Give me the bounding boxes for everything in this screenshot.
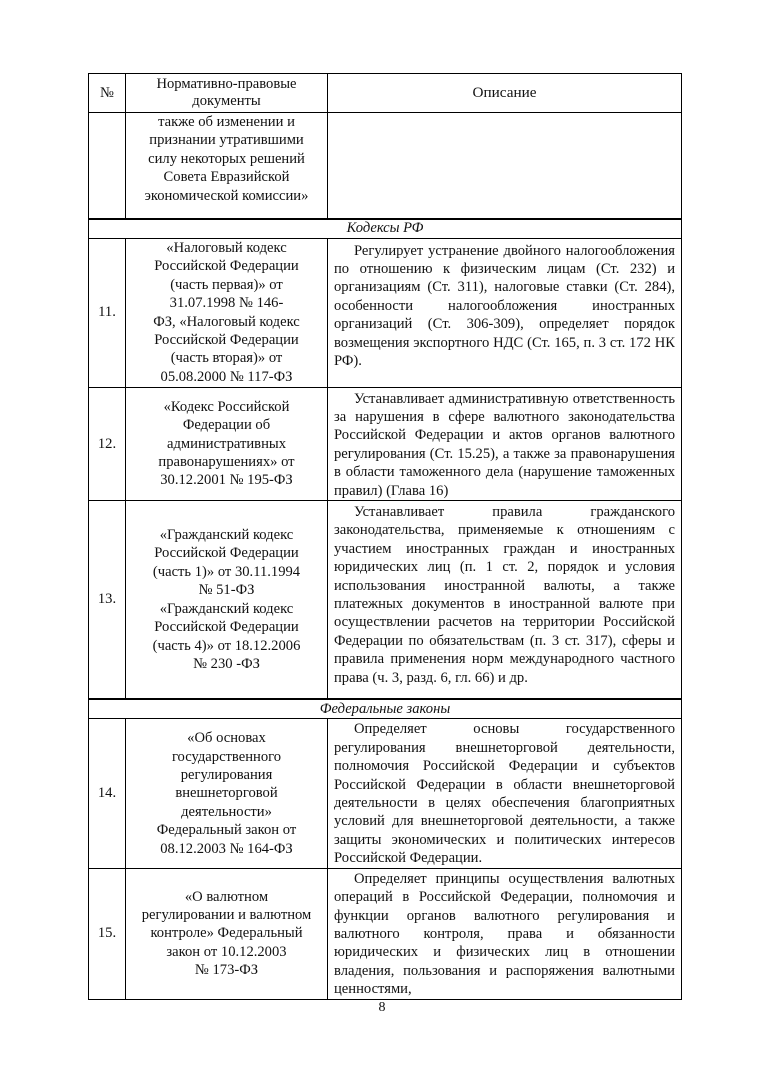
- doc-line: ФЗ, «Налоговый кодекс: [153, 313, 300, 330]
- doc-line: № 230 -ФЗ: [193, 655, 260, 672]
- doc-line: № 51-ФЗ: [198, 582, 255, 599]
- doc-line: 08.12.2003 № 164-ФЗ: [160, 840, 293, 857]
- description-text: Устанавливает правила гражданского законодательства, применяемые к отношениям с участием иностранных граждан и иностранных юридических лиц (п. 1 ст. 2, порядок и условия использования иностранной валюты, а также платежных документов в иностранной валюте при осуществлении расчетов на территории Российской Федерации по обязательствам (п. 3 ст. 317), сферы и правила применения норм международного частного права (ч. 3, разд. 6, гл. 66) и др.: [334, 503, 675, 686]
- regulations-table: [88, 73, 682, 1000]
- table-row: [89, 238, 682, 387]
- doc-line: Российской Федерации: [154, 331, 299, 348]
- section-title: Федеральные законы: [89, 699, 682, 719]
- row-description: [328, 500, 682, 699]
- doc-line: правонарушениях» от: [158, 453, 295, 470]
- table-row-continuation: [89, 113, 682, 219]
- doc-line: регулировании и валютном: [141, 907, 312, 923]
- table-row: [89, 719, 682, 868]
- doc-line: силу некоторых решений: [148, 150, 305, 167]
- doc-line: (часть 1)» от 30.11.1994: [152, 563, 301, 580]
- doc-line: Российской Федерации: [154, 545, 299, 562]
- row-documents: [126, 500, 328, 699]
- row-documents: [126, 387, 328, 500]
- header-number: №: [89, 74, 126, 113]
- doc-line: № 173-ФЗ: [194, 962, 259, 979]
- section-title: Кодексы РФ: [89, 219, 682, 239]
- row-number: 15.: [89, 868, 126, 999]
- table-header-row: [89, 74, 682, 113]
- row-description: [328, 113, 682, 219]
- doc-line: «Гражданский кодекс: [159, 600, 294, 617]
- doc-line: Совета Евразийской: [163, 169, 290, 186]
- doc-line: закон от 10.12.2003: [166, 943, 287, 960]
- table-row: [89, 500, 682, 699]
- doc-line: внешнеторговой: [175, 785, 278, 802]
- table-row: [89, 387, 682, 500]
- description-text: Регулирует устранение двойного налогообложения по отношению к физическим лицам (Ст. 232) и организациям (Ст. 311), налоговые ставки (Ст. 284), особенности налогообложения иностранных организаций (Ст. 306-309), определяет порядок возмещения экспортного НДС (Ст. 165, п. 3 ст. 172 НК РФ).: [334, 242, 675, 369]
- doc-line: также об изменении и: [158, 114, 295, 130]
- row-description: [328, 238, 682, 387]
- doc-line: «Об основах: [187, 730, 266, 747]
- row-description: [328, 719, 682, 868]
- doc-line: Федеральный закон от: [156, 822, 297, 839]
- doc-line: 30.12.2001 № 195-ФЗ: [160, 472, 293, 489]
- doc-line: Федерации об: [182, 417, 271, 434]
- row-documents: [126, 868, 328, 999]
- row-description: [328, 387, 682, 500]
- doc-line: административных: [167, 435, 286, 452]
- doc-line: «Гражданский кодекс: [159, 527, 294, 544]
- doc-line: (часть вторая)» от: [170, 350, 283, 367]
- header-description: Описание: [328, 74, 682, 113]
- doc-line: «Кодекс Российской: [163, 398, 290, 415]
- section-heading-federal-laws: [89, 699, 682, 719]
- doc-line: «О валютном: [184, 888, 269, 905]
- row-number: 12.: [89, 387, 126, 500]
- doc-line: (часть 4)» от 18.12.2006: [152, 637, 301, 654]
- doc-line: регулирования: [180, 766, 273, 783]
- doc-line: государственного: [171, 748, 282, 765]
- table-row: [89, 868, 682, 999]
- row-number: [89, 113, 126, 219]
- header-documents: Нормативно-правовые документы: [126, 74, 328, 113]
- description-text: Устанавливает административную ответственность за нарушения в сфере валютного законодательства Российской Федерации и актов органов валютного регулирования (Ст. 15.25), а также за правонарушения в области таможенного дела (нарушение таможенных правил) (Глава 16): [334, 390, 675, 499]
- row-number: 11.: [89, 238, 126, 387]
- section-heading-codes: [89, 219, 682, 239]
- row-documents: [126, 238, 328, 387]
- description-text: Определяет основы государственного регулирования внешнеторговой деятельности, полномочия Российской Федерации и субъектов Российской Федерации в области внешнеторговой деятельности в целях обеспечения благоприятных условий для внешнеторговой деятельности, а также защиты экономических и политических интересов Российской Федерации.: [334, 721, 675, 867]
- page-number: 8: [378, 1000, 386, 1015]
- doc-line: экономической комиссии»: [144, 187, 309, 204]
- row-number: 13.: [89, 500, 126, 699]
- row-description: [328, 868, 682, 999]
- doc-line: признании утратившими: [149, 132, 304, 149]
- doc-line: 31.07.1998 № 146-: [169, 295, 284, 312]
- doc-line: контроле» Федеральный: [150, 925, 303, 942]
- row-documents: [126, 719, 328, 868]
- doc-line: Российской Федерации: [154, 619, 299, 636]
- doc-line: деятельности»: [181, 803, 272, 820]
- doc-line: Российской Федерации: [154, 258, 299, 275]
- description-text: Определяет принципы осуществления валютных операций в Российской Федерации, полномочия и функции органов валютного регулирования и валютного контроля, права и обязанности юридических и физических лиц в отношении владения, пользования и распоряжения валютными ценностями,: [334, 870, 675, 998]
- row-documents: [126, 113, 328, 219]
- doc-line: «Налоговый кодекс: [166, 239, 287, 256]
- row-number: 14.: [89, 719, 126, 868]
- doc-line: 05.08.2000 № 117-ФЗ: [160, 368, 293, 385]
- doc-line: (часть первая)» от: [170, 276, 283, 293]
